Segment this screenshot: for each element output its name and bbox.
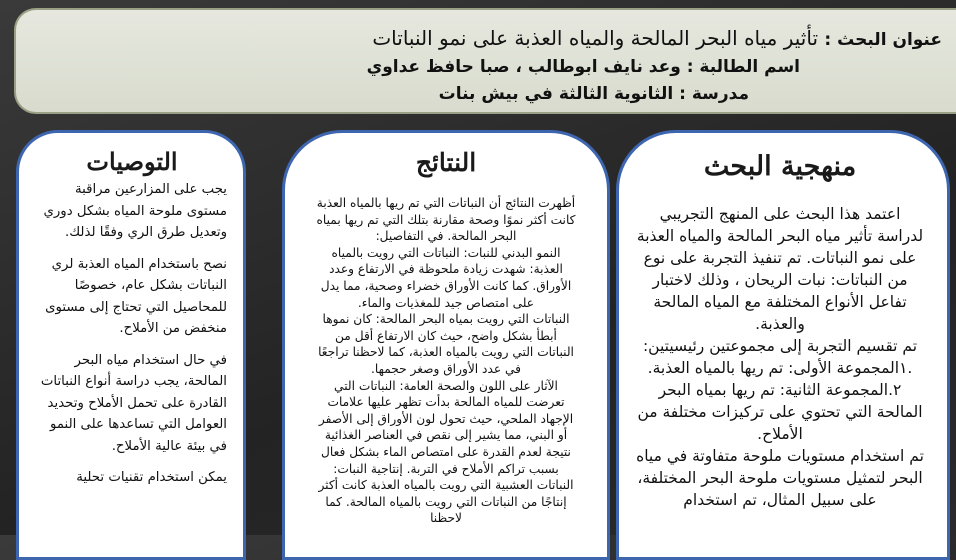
methodology-paragraph: ٢.المجموعة الثانية: تم ريها بمياه البحر المالحة التي تحتوي على تركيزات مختلفة من الأملاح. xyxy=(637,381,923,443)
recommendation-item: نصح باستخدام المياه العذبة لري النباتات بشكل عام، خصوصًا للمحاصيل التي تحتاج إلى مستوى منخفض من الأملاح. xyxy=(45,256,227,336)
results-paragraph: النباتات التي رويت بمياه البحر المالحة: كان نموها أبطأ بشكل واضح، حيث كان الارتفاع أقل من النباتات التي رويت بالمياه العذبة، كما لاحظنا تراجعًا في عدد الأوراق وصغر حجمها. xyxy=(318,312,574,376)
header-banner xyxy=(14,8,956,114)
methodology-heading: منهجية البحث xyxy=(703,151,857,182)
student-names: اسم الطالبة : وعد نايف ابوطالب ، صبا حافظ عداوي xyxy=(366,57,800,77)
recommendation-item: يجب على المزارعين مراقبة مستوى ملوحة المياه بشكل دوري وتعديل طرق الري وفقًا لذلك. xyxy=(43,182,227,240)
school-name: مدرسة : الثانوية الثالثة في بيش بنات xyxy=(438,84,749,104)
methodology-body xyxy=(635,203,925,511)
methodology-paragraph: تم تقسيم التجربة إلى مجموعتين رئيسيتين: xyxy=(642,337,918,355)
results-body xyxy=(315,195,577,527)
recommendations-heading: التوصيات xyxy=(86,147,178,176)
methodology-panel xyxy=(616,130,950,560)
results-paragraph: أظهرت النتائج أن النباتات التي تم ريها بالمياه العذبة كانت أكثر نموًا وصحة مقارنة بتلك التي تم ريها بمياه البحر المالحة. في التفاصيل: xyxy=(316,196,576,244)
research-title-value: تأثير مياه البحر المالحة والمياه العذبة على نمو النباتات xyxy=(372,26,819,50)
recommendation-item: في حال استخدام مياه البحر المالحة، يجب دراسة أنواع النباتات القادرة على تحمل الأملاح وتحديد العوامل التي تساعدها على النمو في بيئة عالية الأملاح. xyxy=(40,352,227,454)
recommendation-item: يمكن استخدام تقنيات تحلية xyxy=(76,470,227,485)
methodology-paragraph: تم استخدام مستويات ملوحة متفاوتة في مياه البحر لتمثيل مستويات ملوحة البحر المختلفة، على سبيل المثال، تم استخدام xyxy=(636,447,924,509)
research-title-label: عنوان البحث : xyxy=(824,30,942,50)
results-panel xyxy=(282,130,610,560)
results-paragraph: النمو البدني للنبات: النباتات التي رويت بالمياه العذبة: شهدت زيادة ملحوظة في الارتفاع وعدد الأوراق. كما كانت الأوراق خضراء وصحية، مما يدل على امتصاص جيد للمغذيات والماء. xyxy=(320,245,572,310)
results-paragraph: الآثار على اللون والصحة العامة: النباتات التي تعرضت للمياه المالحة بدأت تظهر عليها علامات الإجهاد الملحي، حيث تحول لون الأوراق إلى الأصفر أو البني، مما يشير إلى نقص في العناصر الغذائية نتيجة لعدم القدرة على امتصاص الماء بشكل فعال بسبب تراكم الأملاح في التربة. إنتاجية النبات: النباتات العشبية التي رويت بالمياه العذبة كانت أكثر إنتاجًا من النباتات التي رويت بالمياه المالحة. كما لاحظنا xyxy=(318,378,574,526)
methodology-paragraph: اعتمد هذا البحث على المنهج التجريبي لدراسة تأثير مياه البحر المالحة والمياه العذبة على نمو النباتات. تم تنفيذ التجربة على نوع من النباتات: نبات الريحان ، وذلك لاختبار تفاعل الأنواع المختلفة مع المياه المالحة والعذبة. xyxy=(636,205,924,333)
recommendations-panel xyxy=(16,130,246,560)
research-title xyxy=(36,24,942,54)
recommendations-body xyxy=(37,179,227,489)
methodology-paragraph: .١المجموعة الأولى: تم ريها بالمياه العذبة. xyxy=(647,359,913,377)
results-heading: النتائج xyxy=(415,148,477,177)
